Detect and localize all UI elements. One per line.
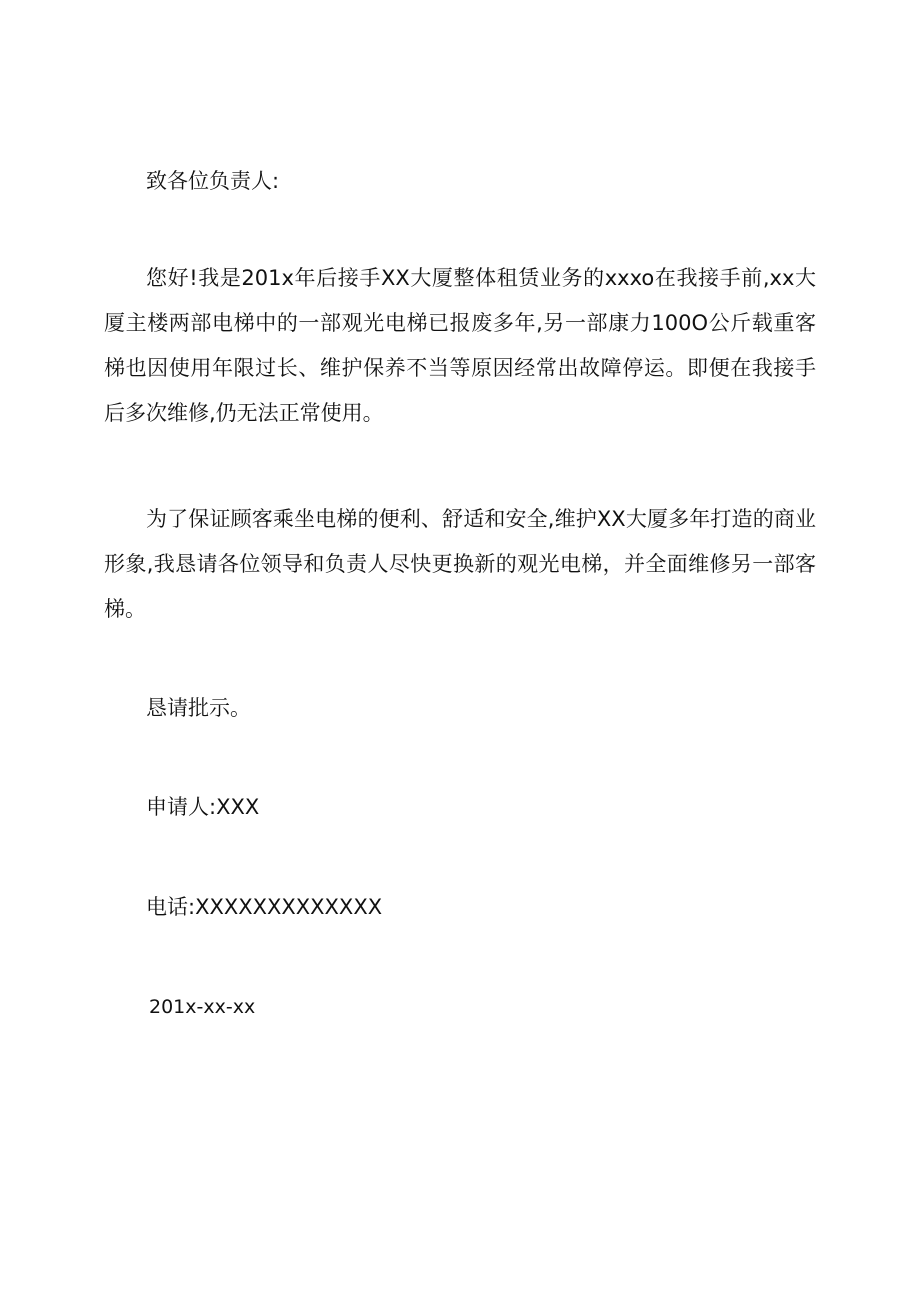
applicant-line: 申请人:XXX xyxy=(146,795,260,819)
phone-line: 电话:XXXXXXXXXXXXX xyxy=(146,895,383,919)
greeting: 致各位负责人: xyxy=(146,169,280,193)
date-line: 201x-xx-xx xyxy=(149,996,256,1018)
closing-line: 恳请批示。 xyxy=(146,696,251,720)
paragraph-request-background: 您好!我是201x年后接手XX大厦整体租赁业务的xxxo在我接手前,xx大厦主楼两部电梯中的一部观光电梯已报废多年,另一部康力100O公斤载重客梯也因使用年限过长、维护保养不当等原因经常出故障停运。即便在我接手后多次维修,仍无法正常使用。 xyxy=(104,266,816,425)
paragraph-request-reason: 为了保证顾客乘坐电梯的便利、舒适和安全,维护XX大厦多年打造的商业形象,我恳请各位领导和负责人尽快更换新的观光电梯，并全面维修另一部客梯。 xyxy=(104,507,816,621)
